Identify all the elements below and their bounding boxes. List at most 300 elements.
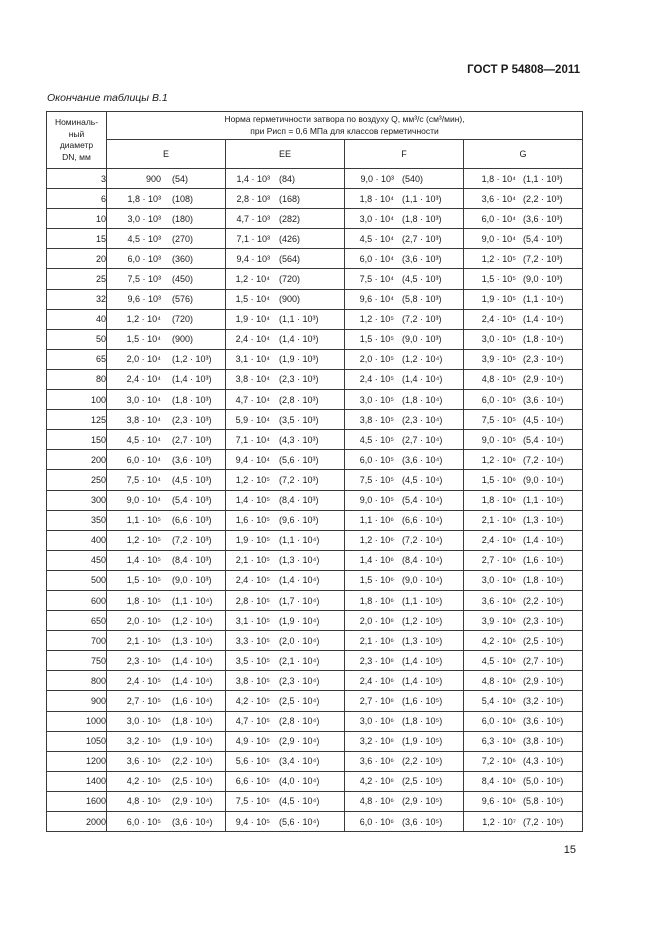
value-mm3-per-s: 3,3 · 10⁵ [235,635,270,646]
value-mm3-per-s: 4,5 · 10³ [127,233,161,244]
value-cm3-per-min: (1,2 · 10⁵) [402,615,443,626]
cell-class-ee [226,651,345,671]
value-mm3-per-s: 6,3 · 10⁶ [481,736,516,747]
cell-class-e [107,390,226,410]
value-cm3-per-min: (1,1 · 10⁵) [402,595,443,606]
value-cm3-per-min: (1,2 · 10⁴) [402,354,443,365]
value-mm3-per-s: 2,4 · 10⁵ [126,675,161,686]
value-mm3-per-s: 6,0 · 10⁵ [126,816,161,827]
value-cm3-per-min: (9,0 · 10³) [402,334,442,345]
cell-class-ee [226,249,345,269]
value-cm3-per-min: (2,9 · 10⁴) [523,374,564,385]
value-cm3-per-min: (5,4 · 10³) [523,233,563,244]
value-mm3-per-s: 9,0 · 10⁵ [481,434,516,445]
cell-class-e [107,671,226,691]
cell-class-g [464,249,583,269]
cell-class-ee [226,530,345,550]
value-cm3-per-min: (7,2 · 10⁴) [523,454,564,465]
cell-class-g [464,369,583,389]
header-dn-line-3: диаметр [59,140,94,150]
cell-class-g [464,289,583,309]
cell-class-ee [226,169,345,189]
table-row [47,189,583,209]
value-mm3-per-s: 1,5 · 10⁵ [481,274,516,285]
cell-class-e [107,550,226,570]
cell-class-f [345,490,464,510]
value-mm3-per-s: 2,4 · 10⁵ [481,314,516,325]
value-cm3-per-min: (180) [172,213,194,224]
header-leakage-norm [107,112,583,140]
value-mm3-per-s: 2,4 · 10⁶ [359,675,394,686]
table-row [47,229,583,249]
value-cm3-per-min: (2,8 · 10³) [279,394,319,405]
cell-class-g [464,671,583,691]
value-mm3-per-s: 2,0 · 10⁵ [359,354,394,365]
cell-class-f [345,249,464,269]
cell-class-e [107,430,226,450]
value-cm3-per-min: (54) [172,173,189,184]
cell-dn: 650 [47,611,107,631]
value-cm3-per-min: (1,1 · 10⁵) [523,495,564,506]
value-cm3-per-min: (3,6 · 10⁴) [172,816,213,827]
cell-class-ee [226,309,345,329]
cell-class-g [464,771,583,791]
table-row [47,490,583,510]
cell-class-f [345,731,464,751]
value-cm3-per-min: (3,2 · 10⁵) [523,695,564,706]
value-cm3-per-min: (2,3 · 10⁴) [279,675,320,686]
value-mm3-per-s: 1,5 · 10⁶ [481,474,516,485]
value-mm3-per-s: 4,2 · 10⁶ [481,635,516,646]
value-mm3-per-s: 3,6 · 10⁶ [481,595,516,606]
cell-dn: 1000 [47,711,107,731]
value-mm3-per-s: 2,3 · 10⁶ [359,655,394,666]
value-mm3-per-s: 7,5 · 10³ [127,274,161,285]
value-mm3-per-s: 9,6 · 10³ [127,294,161,305]
value-mm3-per-s: 6,0 · 10⁵ [359,454,394,465]
value-cm3-per-min: (9,0 · 10³) [523,274,563,285]
value-cm3-per-min: (3,6 · 10³) [172,454,212,465]
cell-dn: 1200 [47,751,107,771]
value-mm3-per-s: 8,4 · 10⁶ [481,776,516,787]
value-mm3-per-s: 1,4 · 10³ [236,173,270,184]
value-mm3-per-s: 2,1 · 10⁵ [235,555,270,566]
cell-class-g [464,731,583,751]
value-mm3-per-s: 4,5 · 10⁵ [359,434,394,445]
cell-class-g [464,410,583,430]
table-row [47,329,583,349]
cell-class-g [464,470,583,490]
value-cm3-per-min: (1,8 · 10⁵) [402,716,443,727]
cell-class-ee [226,470,345,490]
cell-class-ee [226,289,345,309]
cell-dn: 1050 [47,731,107,751]
value-mm3-per-s: 1,2 · 10⁵ [359,314,394,325]
value-mm3-per-s: 5,6 · 10⁵ [235,756,270,767]
value-cm3-per-min: (1,3 · 10⁴) [172,635,213,646]
value-cm3-per-min: (2,7 · 10⁴) [402,434,443,445]
cell-class-g [464,269,583,289]
value-mm3-per-s: 6,0 · 10⁴ [359,253,394,264]
value-mm3-per-s: 7,5 · 10⁵ [359,474,394,485]
value-cm3-per-min: (9,0 · 10³) [172,575,212,586]
value-cm3-per-min: (1,8 · 10⁴) [523,334,564,345]
page-number: 15 [563,844,576,856]
table-row [47,369,583,389]
cell-class-g [464,751,583,771]
cell-class-e [107,751,226,771]
cell-class-f [345,169,464,189]
value-mm3-per-s: 4,7 · 10⁵ [235,716,270,727]
header-dn-line-2: ный [68,128,85,139]
value-mm3-per-s: 3,0 · 10⁴ [359,213,394,224]
value-cm3-per-min: (2,3 · 10³) [279,374,319,385]
cell-class-ee [226,229,345,249]
value-cm3-per-min: (2,3 · 10³) [172,414,212,425]
cell-class-e [107,209,226,229]
value-cm3-per-min: (426) [279,233,301,244]
cell-class-f [345,309,464,329]
value-mm3-per-s: 3,6 · 10⁶ [359,756,394,767]
value-mm3-per-s: 6,0 · 10⁵ [481,394,516,405]
value-mm3-per-s: 1,2 · 10⁵ [235,474,270,485]
cell-dn: 600 [47,590,107,610]
value-cm3-per-min: (1,9 · 10⁵) [402,736,443,747]
table-row [47,289,583,309]
table-row [47,631,583,651]
value-cm3-per-min: (2,0 · 10⁴) [279,635,320,646]
value-cm3-per-min: (1,1 · 10³) [402,193,442,204]
value-cm3-per-min: (4,5 · 10⁴) [523,414,564,425]
value-mm3-per-s: 3,0 · 10⁵ [359,394,394,405]
cell-dn: 25 [47,269,107,289]
table-row [47,671,583,691]
value-mm3-per-s: 1,9 · 10⁴ [235,314,270,325]
cell-class-g [464,430,583,450]
table-row [47,651,583,671]
cell-class-e [107,590,226,610]
cell-class-ee [226,329,345,349]
value-mm3-per-s: 4,5 · 10⁴ [359,233,394,244]
value-cm3-per-min: (1,9 · 10⁴) [172,736,213,747]
value-mm3-per-s: 9,6 · 10⁴ [359,294,394,305]
value-mm3-per-s: 3,6 · 10⁵ [126,756,161,767]
cell-class-e [107,771,226,791]
value-cm3-per-min: (1,9 · 10⁴) [279,615,320,626]
value-cm3-per-min: (168) [279,193,301,204]
table-row [47,470,583,490]
cell-class-ee [226,671,345,691]
value-cm3-per-min: (1,6 · 10⁵) [402,695,443,706]
value-mm3-per-s: 1,5 · 10⁴ [126,334,161,345]
value-cm3-per-min: (1,4 · 10⁴) [172,655,213,666]
value-cm3-per-min: (3,6 · 10⁴) [523,394,564,405]
table-row [47,530,583,550]
cell-class-f [345,771,464,791]
cell-class-f [345,430,464,450]
cell-class-ee [226,711,345,731]
table-row [47,209,583,229]
table-row [47,249,583,269]
value-cm3-per-min: (1,4 · 10⁴) [279,575,320,586]
value-cm3-per-min: (1,3 · 10⁴) [279,555,320,566]
value-mm3-per-s: 1,1 · 10⁵ [126,515,161,526]
value-cm3-per-min: (1,4 · 10⁴) [402,374,443,385]
cell-class-e [107,791,226,811]
cell-class-g [464,329,583,349]
value-cm3-per-min: (3,5 · 10³) [279,414,319,425]
cell-class-ee [226,570,345,590]
value-cm3-per-min: (2,2 · 10⁴) [172,756,213,767]
value-mm3-per-s: 4,5 · 10⁴ [126,434,161,445]
value-mm3-per-s: 3,1 · 10⁴ [235,354,270,365]
value-cm3-per-min: (3,4 · 10⁴) [279,756,320,767]
leakage-norm-table [46,111,583,832]
value-cm3-per-min: (6,6 · 10⁴) [402,515,443,526]
value-mm3-per-s: 1,5 · 10⁵ [359,334,394,345]
value-mm3-per-s: 5,4 · 10⁶ [481,695,516,706]
cell-dn: 100 [47,390,107,410]
value-mm3-per-s: 1,5 · 10⁴ [235,294,270,305]
table-row [47,410,583,430]
cell-class-g [464,711,583,731]
cell-class-e [107,731,226,751]
value-mm3-per-s: 6,6 · 10⁵ [235,776,270,787]
cell-dn: 15 [47,229,107,249]
value-cm3-per-min: (3,6 · 10³) [402,253,442,264]
table-row [47,390,583,410]
value-mm3-per-s: 2,0 · 10⁶ [359,615,394,626]
cell-class-f [345,289,464,309]
value-cm3-per-min: (7,2 · 10³) [172,535,212,546]
value-cm3-per-min: (9,0 · 10⁴) [523,474,564,485]
value-cm3-per-min: (1,8 · 10⁴) [402,394,443,405]
cell-class-g [464,611,583,631]
cell-class-e [107,249,226,269]
value-mm3-per-s: 1,2 · 10⁵ [126,535,161,546]
value-cm3-per-min: (1,4 · 10³) [279,334,319,345]
value-mm3-per-s: 5,9 · 10⁴ [235,414,270,425]
value-cm3-per-min: (1,8 · 10⁵) [523,575,564,586]
value-mm3-per-s: 3,8 · 10⁴ [235,374,270,385]
cell-dn: 2000 [47,812,107,832]
value-mm3-per-s: 1,5 · 10⁶ [359,575,394,586]
cell-dn: 400 [47,530,107,550]
cell-class-e [107,530,226,550]
cell-class-f [345,671,464,691]
cell-class-ee [226,189,345,209]
value-cm3-per-min: (5,0 · 10⁵) [523,776,564,787]
value-cm3-per-min: (2,9 · 10⁴) [279,736,320,747]
value-mm3-per-s: 9,0 · 10⁴ [126,495,161,506]
cell-class-e [107,711,226,731]
value-mm3-per-s: 4,9 · 10⁵ [235,736,270,747]
value-cm3-per-min: (2,3 · 10⁴) [402,414,443,425]
value-mm3-per-s: 1,2 · 10⁶ [481,454,516,465]
cell-class-f [345,349,464,369]
value-mm3-per-s: 3,0 · 10⁴ [126,394,161,405]
value-mm3-per-s: 2,8 · 10⁵ [235,595,270,606]
cell-class-ee [226,349,345,369]
cell-class-ee [226,751,345,771]
cell-class-g [464,510,583,530]
value-mm3-per-s: 3,0 · 10⁵ [481,334,516,345]
value-mm3-per-s: 7,2 · 10⁶ [481,756,516,767]
value-mm3-per-s: 2,1 · 10⁶ [481,515,516,526]
cell-dn: 250 [47,470,107,490]
value-mm3-per-s: 2,4 · 10⁴ [235,334,270,345]
table-row [47,590,583,610]
value-mm3-per-s: 3,5 · 10⁵ [235,655,270,666]
cell-class-ee [226,550,345,570]
value-cm3-per-min: (1,4 · 10³) [172,374,212,385]
value-cm3-per-min: (1,8 · 10³) [172,394,212,405]
value-mm3-per-s: 6,0 · 10⁴ [481,213,516,224]
header-dn-line-1: Номиналь- [54,117,99,127]
value-mm3-per-s: 4,8 · 10⁵ [481,374,516,385]
cell-dn: 300 [47,490,107,510]
value-cm3-per-min: (7,2 · 10³) [523,253,563,264]
cell-class-f [345,530,464,550]
value-cm3-per-min: (2,8 · 10⁴) [279,716,320,727]
value-cm3-per-min: (450) [172,274,194,285]
value-mm3-per-s: 4,8 · 10⁶ [481,675,516,686]
cell-class-ee [226,731,345,751]
cell-dn: 500 [47,570,107,590]
value-cm3-per-min: (1,4 · 10⁵) [402,675,443,686]
value-cm3-per-min: (576) [172,294,194,305]
value-mm3-per-s: 3,6 · 10⁴ [481,193,516,204]
value-mm3-per-s: 1,4 · 10⁵ [235,495,270,506]
value-cm3-per-min: (2,7 · 10³) [402,233,442,244]
value-mm3-per-s: 7,1 · 10³ [236,233,270,244]
value-mm3-per-s: 3,0 · 10⁶ [481,575,516,586]
value-cm3-per-min: (1,8 · 10⁴) [172,716,213,727]
cell-class-e [107,510,226,530]
value-mm3-per-s: 3,0 · 10⁶ [359,716,394,727]
value-mm3-per-s: 3,9 · 10⁶ [481,615,516,626]
table-row [47,510,583,530]
value-mm3-per-s: 4,5 · 10⁶ [481,655,516,666]
cell-class-f [345,189,464,209]
value-mm3-per-s: 1,8 · 10⁴ [359,193,394,204]
cell-dn: 10 [47,209,107,229]
value-cm3-per-min: (1,9 · 10³) [279,354,319,365]
cell-class-e [107,470,226,490]
cell-class-e [107,631,226,651]
value-mm3-per-s: 3,2 · 10⁶ [359,736,394,747]
value-cm3-per-min: (2,9 · 10⁵) [402,796,443,807]
value-cm3-per-min: (4,0 · 10⁴) [279,776,320,787]
header-leakage-line-2: при Pисп = 0,6 МПа для классов герметичности [250,125,439,136]
header-dn-line-4: DN, мм [62,151,91,162]
cell-class-g [464,390,583,410]
value-cm3-per-min: (1,4 · 10⁴) [523,314,564,325]
cell-class-ee [226,390,345,410]
cell-class-f [345,812,464,832]
value-mm3-per-s: 9,0 · 10³ [360,173,394,184]
value-mm3-per-s: 4,8 · 10⁶ [359,796,394,807]
value-cm3-per-min: (5,6 · 10³) [279,454,319,465]
value-mm3-per-s: 1,2 · 10⁴ [235,274,270,285]
cell-class-e [107,329,226,349]
cell-class-f [345,651,464,671]
value-mm3-per-s: 3,8 · 10⁴ [126,414,161,425]
cell-class-ee [226,691,345,711]
value-cm3-per-min: (7,2 · 10³) [402,314,442,325]
value-mm3-per-s: 2,3 · 10⁵ [126,655,161,666]
value-cm3-per-min: (84) [279,173,296,184]
cell-dn: 65 [47,349,107,369]
value-cm3-per-min: (5,8 · 10³) [402,294,442,305]
value-mm3-per-s: 1,8 · 10⁶ [481,495,516,506]
cell-class-ee [226,510,345,530]
cell-class-e [107,570,226,590]
cell-class-g [464,349,583,369]
value-mm3-per-s: 9,4 · 10⁵ [235,816,270,827]
table-row [47,570,583,590]
cell-class-f [345,590,464,610]
cell-class-f [345,711,464,731]
cell-class-f [345,510,464,530]
value-mm3-per-s: 2,0 · 10⁴ [126,354,161,365]
value-mm3-per-s: 6,0 · 10⁶ [359,816,394,827]
value-mm3-per-s: 7,5 · 10⁵ [481,414,516,425]
value-mm3-per-s: 9,4 · 10³ [236,253,270,264]
cell-class-ee [226,812,345,832]
cell-class-g [464,530,583,550]
value-mm3-per-s: 2,4 · 10⁵ [235,575,270,586]
value-cm3-per-min: (1,4 · 10⁵) [402,655,443,666]
value-cm3-per-min: (5,4 · 10⁴) [402,495,443,506]
cell-class-e [107,369,226,389]
cell-dn: 125 [47,410,107,430]
value-cm3-per-min: (2,5 · 10⁵) [402,776,443,787]
cell-class-g [464,490,583,510]
cell-class-e [107,490,226,510]
cell-class-g [464,791,583,811]
table-caption: Окончание таблицы В.1 [47,92,168,104]
value-mm3-per-s: 4,2 · 10⁵ [126,776,161,787]
value-cm3-per-min: (8,4 · 10⁴) [402,555,443,566]
cell-class-f [345,751,464,771]
value-mm3-per-s: 6,0 · 10⁶ [481,716,516,727]
cell-class-ee [226,209,345,229]
value-cm3-per-min: (1,1 · 10⁴) [523,294,564,305]
cell-dn: 150 [47,430,107,450]
value-cm3-per-min: (3,8 · 10⁵) [523,736,564,747]
value-mm3-per-s: 3,0 · 10⁵ [126,716,161,727]
cell-class-ee [226,631,345,651]
value-cm3-per-min: (720) [279,274,301,285]
value-cm3-per-min: (900) [172,334,194,345]
value-cm3-per-min: (2,1 · 10⁴) [279,655,320,666]
value-mm3-per-s: 6,0 · 10⁴ [126,454,161,465]
table-row [47,812,583,832]
value-mm3-per-s: 1,9 · 10⁵ [235,535,270,546]
table-row [47,731,583,751]
value-cm3-per-min: (4,5 · 10³) [172,474,212,485]
value-mm3-per-s: 1,1 · 10⁶ [359,515,394,526]
value-mm3-per-s: 1,2 · 10⁴ [126,314,161,325]
value-mm3-per-s: 9,4 · 10⁴ [235,454,270,465]
cell-class-ee [226,590,345,610]
value-cm3-per-min: (900) [279,294,301,305]
cell-dn: 450 [47,550,107,570]
value-cm3-per-min: (1,4 · 10⁴) [172,675,213,686]
value-cm3-per-min: (1,4 · 10⁵) [523,535,564,546]
value-mm3-per-s: 4,2 · 10⁵ [235,695,270,706]
